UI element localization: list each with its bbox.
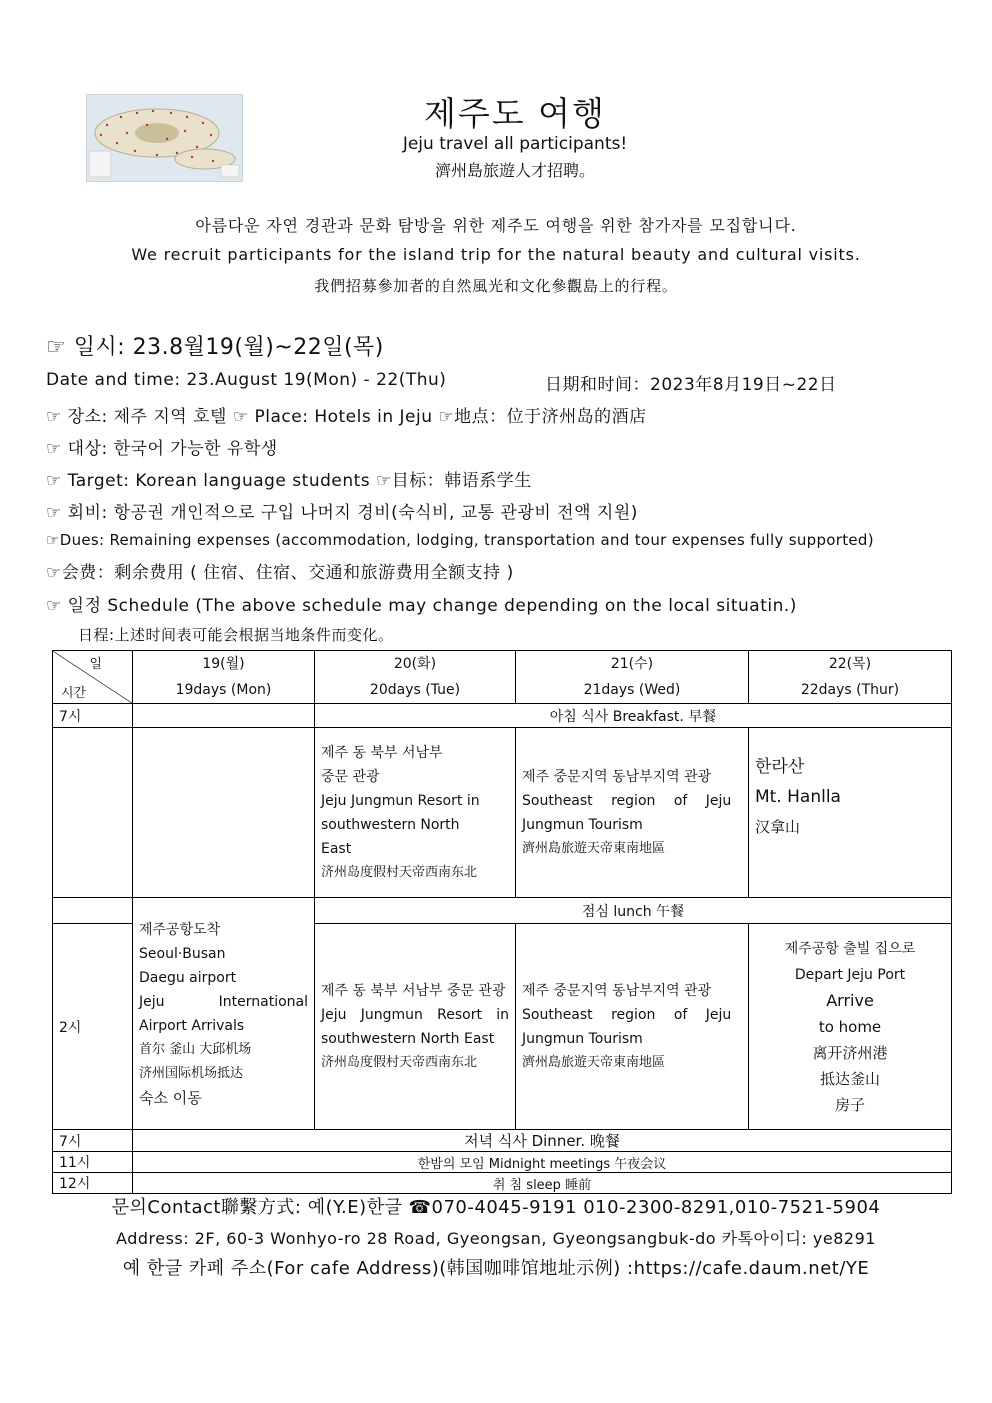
corner-time-label: 시간 [61,686,87,701]
contact-address: Address: 2F, 60-3 Wonhyo-ro 28 Road, Gyeongsan, Gyeongsangbuk-do 카톡아이디: ye8291 [116,1229,876,1248]
sleep-cell: 취 침 sleep 睡前 [133,1173,952,1194]
date-english: Date and time: 23.August 19(Mon) - 22(Thu) [46,370,447,390]
breakfast-row [53,704,952,728]
fee-chinese: ☞会费：剩余费用 ( 住宿、住宿、交通和旅游费用全额支持 ) [46,563,514,583]
meeting-cell: 한밤의 모임 Midnight meetings 午夜会议 [133,1152,952,1173]
intro-english: We recruit participants for the island trip for the natural beauty and cultural visits. [131,245,861,264]
place-line: ☞ 장소: 제주 지역 호텔 ☞ Place: Hotels in Jeju ☞地点：位于济州岛的酒店 [46,407,647,427]
time-cell: 12시 [53,1173,133,1194]
corner-day-label: 일 [89,657,102,672]
day-header-20: 20(화) 20days (Tue) [315,651,516,704]
breakfast-cell: 아침 식사 Breakfast. 早餐 [315,704,952,728]
corner-cell [53,651,133,704]
cafe-address: 예 한글 카페 주소(For cafe Address)(韩国咖啡馆地址示例) :https://cafe.daum.net/YE [122,1258,870,1279]
time-cell: 2시 [53,924,133,1130]
lunch-cell: 점심 lunch 午餐 [315,898,952,924]
page-title: 제주도 여행 [424,94,606,133]
jeju-island-illustration [87,95,242,181]
morning-activity-20: 제주 동 북부 서남부 중문 관광 Jeju Jungmun Resort in southwestern North East 济州岛度假村天帝西南东北 [315,728,516,898]
morning-activity-21: 제주 중문지역 동남부지역 관광 Southeast region of Jeju Jungmun Tourism 濟州島旅遊天帝東南地區 [516,728,749,898]
lunch-row [53,898,952,924]
time-cell: 11시 [53,1152,133,1173]
fee-korean: ☞ 회비: 항공권 개인적으로 구입 나머지 경비(숙식비, 교통 관광비 전액 지원) [46,503,638,523]
intro-chinese: 我們招募參加者的自然風光和文化參觀島上的行程。 [314,277,678,295]
afternoon-activity-22: 제주공항 출빌 집으로 Depart Jeju Port Arrive to home 离开济州港 抵达釜山 房子 [749,924,952,1130]
date-chinese: 日期和时间：2023年8月19日~22日 [545,375,837,395]
day-header-21: 21(수) 21days (Wed) [516,651,749,704]
time-cell: 7시 [53,704,133,728]
schedule-table [52,650,952,1194]
schedule-note-english: ☞ 일정 Schedule (The above schedule may change depending on the local situatin.) [46,596,797,616]
jeju-map-image [86,94,243,182]
contact-phone: 문의Contact聯繫方式: 예(Y.E)한글 ☎070-4045-9191 010-2300-8291,010-7521-5904 [111,1197,881,1218]
morning-row [53,728,952,898]
day-header-22: 22(목) 22days (Thur) [749,651,952,704]
intro-korean: 아름다운 자연 경관과 문화 탐방을 위한 제주도 여행을 위한 참가자를 모집합니다. [195,216,797,235]
dinner-row [53,1130,952,1152]
afternoon-activity-20: 제주 동 북부 서남부 중문 관광 Jeju Jungmun Resort in southwestern North East 济州岛度假村天帝西南东北 [315,924,516,1130]
schedule-note-chinese: 日程:上述时间表可能会根据当地条件而变化。 [78,626,394,644]
meeting-row [53,1152,952,1173]
arrival-cell-19: 제주공항도착 Seoul·Busan Daegu airport Jeju International Airport Arrivals 首尔 釜山 大邱机场 济州国际机场抵达 숙소 이동 [133,898,315,1130]
sleep-row [53,1173,952,1194]
fee-english: ☞Dues: Remaining expenses (accommodation, lodging, transportation and tour expenses fully supported) [46,531,874,549]
morning-activity-22: 한라산 Mt. Hanlla 汉拿山 [749,728,952,898]
target-korean: ☞ 대상: 한국어 가능한 유학생 [46,439,278,459]
dinner-cell: 저녁 식사 Dinner. 晚餐 [133,1130,952,1152]
day-header-19: 19(월) 19days (Mon) [133,651,315,704]
afternoon-activity-21: 제주 중문지역 동남부지역 관광 Southeast region of Jeju Jungmun Tourism 濟州島旅遊天帝東南地區 [516,924,749,1130]
time-cell: 7시 [53,1130,133,1152]
table-header-row [53,651,952,704]
date-korean: ☞ 일시: 23.8월19(월)~22일(목) [46,335,384,360]
target-english: ☞ Target: Korean language students ☞目标：韩语系学生 [46,471,532,491]
subtitle-chinese: 濟州島旅遊人才招聘。 [434,161,595,180]
subtitle-english: Jeju travel all participants! [402,134,628,154]
